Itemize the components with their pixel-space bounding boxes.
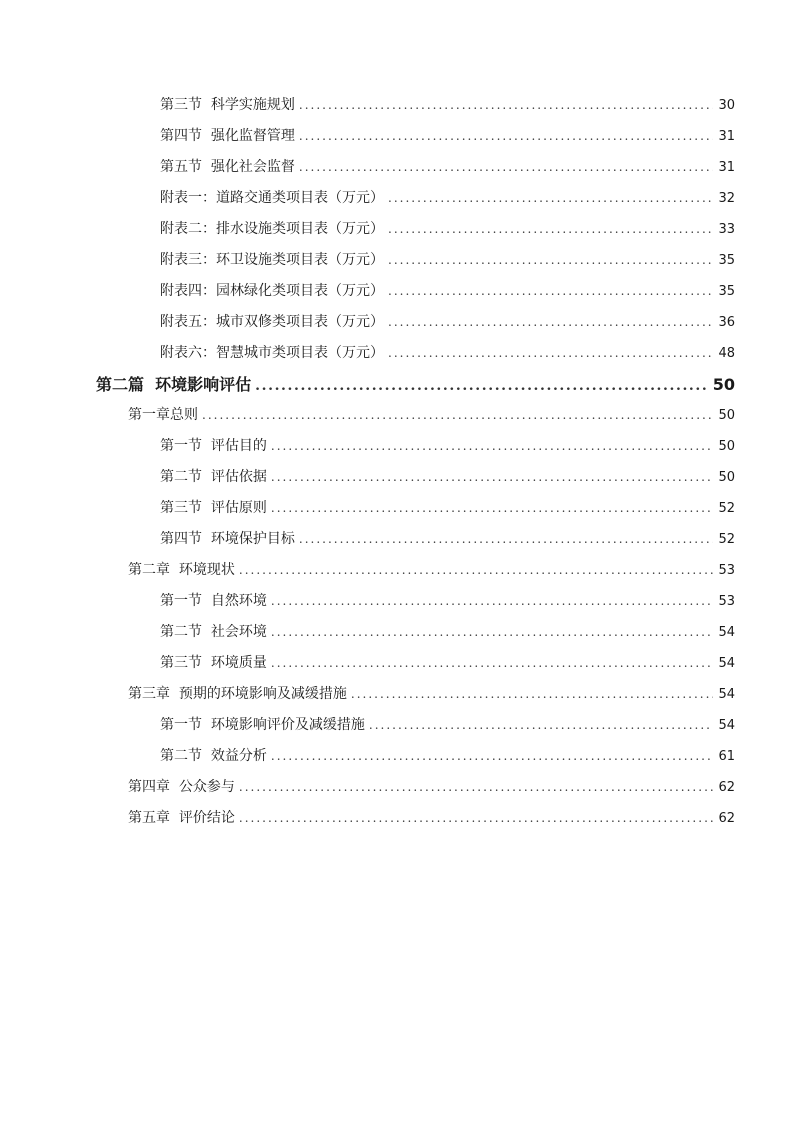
toc-entry-page: 36 xyxy=(718,315,735,330)
toc-entry-title: 第二章 环境现状 xyxy=(128,562,235,578)
toc-entry-page: 50 xyxy=(718,470,735,485)
toc-entry-title: 第二节 效益分析 xyxy=(160,748,267,764)
leader-dots xyxy=(388,276,713,307)
toc-entry-page: 30 xyxy=(718,98,735,113)
toc-entry-page: 32 xyxy=(718,191,735,206)
toc-entry-title: 第二节 社会环境 xyxy=(160,624,267,640)
toc-entry-page: 54 xyxy=(718,625,735,640)
toc-entry-title: 第三章 预期的环境影响及减缓措施 xyxy=(128,686,347,702)
leader-dots xyxy=(369,710,713,741)
toc-entry[interactable] xyxy=(0,710,793,741)
toc-entry[interactable] xyxy=(0,617,793,648)
toc-entry-title: 第三节 科学实施规划 xyxy=(160,97,295,113)
leader-dots xyxy=(202,400,713,431)
leader-dots xyxy=(299,121,713,152)
leader-dots xyxy=(239,803,713,834)
toc-entry-page: 48 xyxy=(718,346,735,361)
toc-entry[interactable] xyxy=(0,772,793,803)
toc-entry-title: 附表六：智慧城市类项目表（万元） xyxy=(160,345,384,361)
toc-entry[interactable] xyxy=(0,462,793,493)
toc-entry-page: 54 xyxy=(718,687,735,702)
toc-entry-title: 附表一：道路交通类项目表（万元） xyxy=(160,190,384,206)
leader-dots xyxy=(388,214,713,245)
leader-dots xyxy=(299,524,713,555)
toc-entry-page: 61 xyxy=(718,749,735,764)
toc-entry-page: 53 xyxy=(718,563,735,578)
toc-entry-page: 54 xyxy=(718,718,735,733)
leader-dots xyxy=(388,183,713,214)
toc-entry[interactable] xyxy=(0,555,793,586)
leader-dots xyxy=(271,493,713,524)
toc-entry-title: 第一章总则 xyxy=(128,407,198,423)
toc-entry-page: 33 xyxy=(718,222,735,237)
toc-entry-page: 50 xyxy=(718,439,735,454)
toc-entry[interactable] xyxy=(0,90,793,121)
toc-entry[interactable] xyxy=(0,214,793,245)
leader-dots xyxy=(271,586,713,617)
toc-entry-title: 第一节 环境影响评价及减缓措施 xyxy=(160,717,365,733)
toc-entry-title: 第三节 评估原则 xyxy=(160,500,267,516)
toc-entry[interactable] xyxy=(0,121,793,152)
toc-entry[interactable] xyxy=(0,648,793,679)
toc-entry-title: 第四节 环境保护目标 xyxy=(160,531,295,547)
toc-entry-page: 62 xyxy=(718,780,735,795)
toc-entry[interactable] xyxy=(0,679,793,710)
toc-entry[interactable] xyxy=(0,152,793,183)
toc-entry-page: 54 xyxy=(718,656,735,671)
toc-entry-title: 第四节 强化监督管理 xyxy=(160,128,295,144)
leader-dots xyxy=(271,462,713,493)
toc-entry[interactable] xyxy=(0,276,793,307)
leader-dots xyxy=(299,90,713,121)
toc-entry-title: 第一节 自然环境 xyxy=(160,593,267,609)
toc-entry-title: 第五章 评价结论 xyxy=(128,810,235,826)
toc-entry-title: 第二篇 环境影响评估 xyxy=(96,375,252,394)
toc-entry-title: 附表五：城市双修类项目表（万元） xyxy=(160,314,384,330)
leader-dots xyxy=(388,338,713,369)
leader-dots xyxy=(271,648,713,679)
toc-entry[interactable] xyxy=(0,400,793,431)
toc-entry-page: 50 xyxy=(712,375,735,394)
leader-dots xyxy=(351,679,713,710)
toc-entry-title: 第五节 强化社会监督 xyxy=(160,159,295,175)
toc-entry-title: 附表三：环卫设施类项目表（万元） xyxy=(160,252,384,268)
toc-entry-title: 附表二：排水设施类项目表（万元） xyxy=(160,221,384,237)
toc-entry-page: 31 xyxy=(718,160,735,175)
leader-dots xyxy=(271,741,713,772)
toc-entry-page: 50 xyxy=(718,408,735,423)
toc-entry[interactable] xyxy=(0,741,793,772)
toc-entry-page: 52 xyxy=(718,501,735,516)
toc-entry[interactable] xyxy=(0,586,793,617)
leader-dots xyxy=(239,555,713,586)
toc-entry-page: 53 xyxy=(718,594,735,609)
leader-dots xyxy=(239,772,713,803)
toc-entry[interactable] xyxy=(0,183,793,214)
leader-dots xyxy=(255,371,709,402)
toc-entry[interactable] xyxy=(0,803,793,834)
toc-entry[interactable] xyxy=(0,431,793,462)
toc-entry-title: 第三节 环境质量 xyxy=(160,655,267,671)
toc-entry[interactable] xyxy=(0,369,793,400)
toc-entry-title: 第二节 评估依据 xyxy=(160,469,267,485)
toc-entry-page: 35 xyxy=(718,284,735,299)
leader-dots xyxy=(388,245,713,276)
leader-dots xyxy=(388,307,713,338)
toc-entry[interactable] xyxy=(0,338,793,369)
toc-entry-page: 62 xyxy=(718,811,735,826)
leader-dots xyxy=(271,617,713,648)
toc-entry-page: 35 xyxy=(718,253,735,268)
leader-dots xyxy=(299,152,713,183)
leader-dots xyxy=(271,431,713,462)
toc-entry-title: 第四章 公众参与 xyxy=(128,779,235,795)
toc-entry-title: 第一节 评估目的 xyxy=(160,438,267,454)
toc-entry[interactable] xyxy=(0,493,793,524)
toc-entry[interactable] xyxy=(0,307,793,338)
toc-entry[interactable] xyxy=(0,245,793,276)
toc-entry-page: 31 xyxy=(718,129,735,144)
toc-entry-title: 附表四：园林绿化类项目表（万元） xyxy=(160,283,384,299)
toc-entry-page: 52 xyxy=(718,532,735,547)
table-of-contents xyxy=(0,90,793,834)
toc-entry[interactable] xyxy=(0,524,793,555)
